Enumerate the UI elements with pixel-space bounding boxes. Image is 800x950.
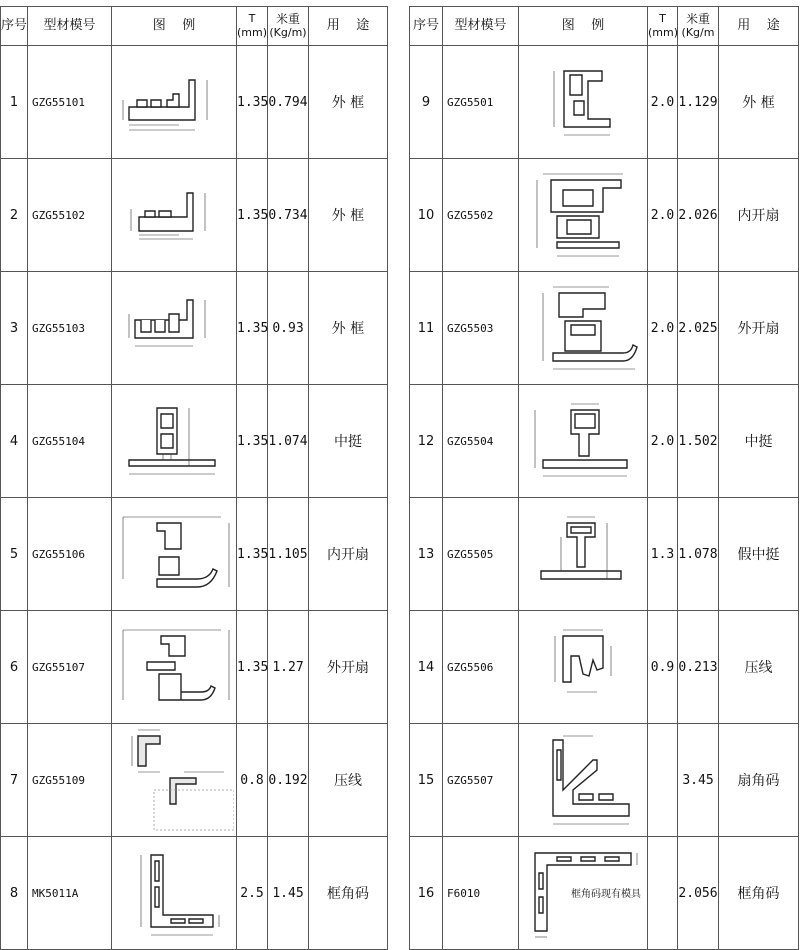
table-row bbox=[410, 46, 799, 159]
row-weight: 2.056 bbox=[678, 837, 719, 950]
row-thickness bbox=[648, 724, 678, 837]
table-row bbox=[410, 385, 799, 498]
header-weight-label: 米重 bbox=[275, 12, 300, 26]
header-t-unit: (mm) bbox=[648, 26, 679, 39]
row-use: 外 框 bbox=[309, 159, 388, 272]
inward-sash-profile-icon bbox=[112, 498, 237, 611]
row-use: 中挺 bbox=[309, 385, 388, 498]
mullion-profile-icon bbox=[519, 385, 648, 498]
row-use: 压线 bbox=[719, 611, 799, 724]
row-weight: 1.45 bbox=[268, 837, 309, 950]
row-use: 外 框 bbox=[719, 46, 799, 159]
row-thickness: 1.35 bbox=[237, 159, 268, 272]
row-weight: 0.192 bbox=[268, 724, 309, 837]
table-row bbox=[1, 611, 388, 724]
row-no: 10 bbox=[410, 159, 443, 272]
outer-frame-profile-icon bbox=[112, 159, 237, 272]
row-use: 外 框 bbox=[309, 272, 388, 385]
row-model: GZG5505 bbox=[443, 498, 519, 611]
row-weight: 1.27 bbox=[268, 611, 309, 724]
row-no: 15 bbox=[410, 724, 443, 837]
profile-table-left bbox=[0, 6, 388, 950]
row-weight: 0.794 bbox=[268, 46, 309, 159]
table-row bbox=[410, 498, 799, 611]
row-use: 外开扇 bbox=[719, 272, 799, 385]
row-no: 4 bbox=[1, 385, 28, 498]
false-mullion-profile-icon bbox=[519, 498, 648, 611]
row-thickness: 0.9 bbox=[648, 611, 678, 724]
row-weight: 0.213 bbox=[678, 611, 719, 724]
row-thickness: 2.0 bbox=[648, 46, 678, 159]
row-use: 框角码 bbox=[309, 837, 388, 950]
row-model: GZG5503 bbox=[443, 272, 519, 385]
inward-sash-profile-icon bbox=[519, 159, 648, 272]
table-row bbox=[1, 724, 388, 837]
row-weight: 2.026 bbox=[678, 159, 719, 272]
row-thickness bbox=[648, 837, 678, 950]
row-use: 内开扇 bbox=[309, 498, 388, 611]
table-header-row bbox=[410, 7, 799, 46]
row-weight: 0.93 bbox=[268, 272, 309, 385]
row-use: 内开扇 bbox=[719, 159, 799, 272]
header-model: 型材模号 bbox=[28, 7, 112, 46]
table-row bbox=[410, 272, 799, 385]
row-use: 压线 bbox=[309, 724, 388, 837]
row-weight: 2.025 bbox=[678, 272, 719, 385]
row-use: 外 框 bbox=[309, 46, 388, 159]
row-use: 扇角码 bbox=[719, 724, 799, 837]
header-thickness bbox=[237, 7, 268, 46]
row-weight: 3.45 bbox=[678, 724, 719, 837]
header-use: 用 途 bbox=[309, 7, 388, 46]
header-weight bbox=[678, 7, 719, 46]
row-model: GZG55102 bbox=[28, 159, 112, 272]
row-thickness: 2.0 bbox=[648, 159, 678, 272]
row-thickness: 1.35 bbox=[237, 498, 268, 611]
row-model: GZG55103 bbox=[28, 272, 112, 385]
row-no: 8 bbox=[1, 837, 28, 950]
row-thickness: 1.35 bbox=[237, 272, 268, 385]
outer-frame-profile-icon bbox=[519, 46, 648, 159]
corner-key-profile-icon bbox=[519, 837, 648, 950]
row-no: 14 bbox=[410, 611, 443, 724]
row-thickness: 2.0 bbox=[648, 272, 678, 385]
row-weight: 0.734 bbox=[268, 159, 309, 272]
row-no: 12 bbox=[410, 385, 443, 498]
outer-frame-profile-icon bbox=[112, 46, 237, 159]
row-no: 2 bbox=[1, 159, 28, 272]
table-row bbox=[1, 837, 388, 950]
header-use: 用 途 bbox=[719, 7, 799, 46]
profile-table-right bbox=[409, 6, 799, 950]
row-no: 5 bbox=[1, 498, 28, 611]
outward-sash-profile-icon bbox=[112, 611, 237, 724]
row-model: GZG55109 bbox=[28, 724, 112, 837]
row-model: GZG5502 bbox=[443, 159, 519, 272]
header-t: T bbox=[659, 12, 666, 25]
row-no: 7 bbox=[1, 724, 28, 837]
header-t-unit: (mm) bbox=[237, 26, 268, 39]
row-no: 6 bbox=[1, 611, 28, 724]
corner-key-profile-icon bbox=[112, 837, 237, 950]
table-row bbox=[410, 724, 799, 837]
outward-sash-profile-icon bbox=[519, 272, 648, 385]
row-weight: 1.074 bbox=[268, 385, 309, 498]
row-model: GZG5501 bbox=[443, 46, 519, 159]
outer-frame-profile-icon bbox=[112, 272, 237, 385]
row-model: GZG55104 bbox=[28, 385, 112, 498]
row-no: 1 bbox=[1, 46, 28, 159]
header-thickness bbox=[648, 7, 678, 46]
header-weight-label: 米重 bbox=[685, 12, 710, 26]
header-weight-unit: (Kg/m bbox=[681, 26, 715, 39]
row-no: 11 bbox=[410, 272, 443, 385]
table-row bbox=[1, 272, 388, 385]
table-header-row bbox=[1, 7, 388, 46]
table-row bbox=[1, 385, 388, 498]
row-no: 3 bbox=[1, 272, 28, 385]
figure-note: 框角码现有模具 bbox=[571, 889, 641, 900]
mullion-profile-icon bbox=[112, 385, 237, 498]
row-model: MK5011A bbox=[28, 837, 112, 950]
row-model: GZG55101 bbox=[28, 46, 112, 159]
table-row bbox=[1, 159, 388, 272]
sash-corner-key-profile-icon bbox=[519, 724, 648, 837]
row-model: GZG5506 bbox=[443, 611, 519, 724]
table-row bbox=[410, 611, 799, 724]
row-model: GZG55107 bbox=[28, 611, 112, 724]
table-row bbox=[1, 46, 388, 159]
header-no: 序号 bbox=[410, 7, 443, 46]
header-t: T bbox=[248, 12, 256, 25]
row-weight: 1.129 bbox=[678, 46, 719, 159]
row-thickness: 1.35 bbox=[237, 385, 268, 498]
row-weight: 1.105 bbox=[268, 498, 309, 611]
row-no: 9 bbox=[410, 46, 443, 159]
table-row bbox=[410, 837, 799, 950]
header-figure: 图 例 bbox=[519, 7, 648, 46]
row-thickness: 1.3 bbox=[648, 498, 678, 611]
row-use: 假中挺 bbox=[719, 498, 799, 611]
row-thickness: 2.5 bbox=[237, 837, 268, 950]
row-use: 框角码 bbox=[719, 837, 799, 950]
glazing-bead-profile-icon bbox=[519, 611, 648, 724]
row-model: F6010 bbox=[443, 837, 519, 950]
header-figure: 图 例 bbox=[112, 7, 237, 46]
row-thickness: 1.35 bbox=[237, 46, 268, 159]
header-weight-unit: (Kg/m) bbox=[269, 26, 307, 39]
row-thickness: 0.8 bbox=[237, 724, 268, 837]
table-row bbox=[410, 159, 799, 272]
header-no: 序号 bbox=[1, 7, 28, 46]
row-thickness: 1.35 bbox=[237, 611, 268, 724]
table-row bbox=[1, 498, 388, 611]
header-weight bbox=[268, 7, 309, 46]
row-use: 中挺 bbox=[719, 385, 799, 498]
row-no: 16 bbox=[410, 837, 443, 950]
row-weight: 1.078 bbox=[678, 498, 719, 611]
row-model: GZG5507 bbox=[443, 724, 519, 837]
header-model: 型材模号 bbox=[443, 7, 519, 46]
row-no: 13 bbox=[410, 498, 443, 611]
row-model: GZG5504 bbox=[443, 385, 519, 498]
row-weight: 1.502 bbox=[678, 385, 719, 498]
glazing-bead-profile-icon bbox=[112, 724, 237, 837]
row-model: GZG55106 bbox=[28, 498, 112, 611]
row-use: 外开扇 bbox=[309, 611, 388, 724]
row-thickness: 2.0 bbox=[648, 385, 678, 498]
